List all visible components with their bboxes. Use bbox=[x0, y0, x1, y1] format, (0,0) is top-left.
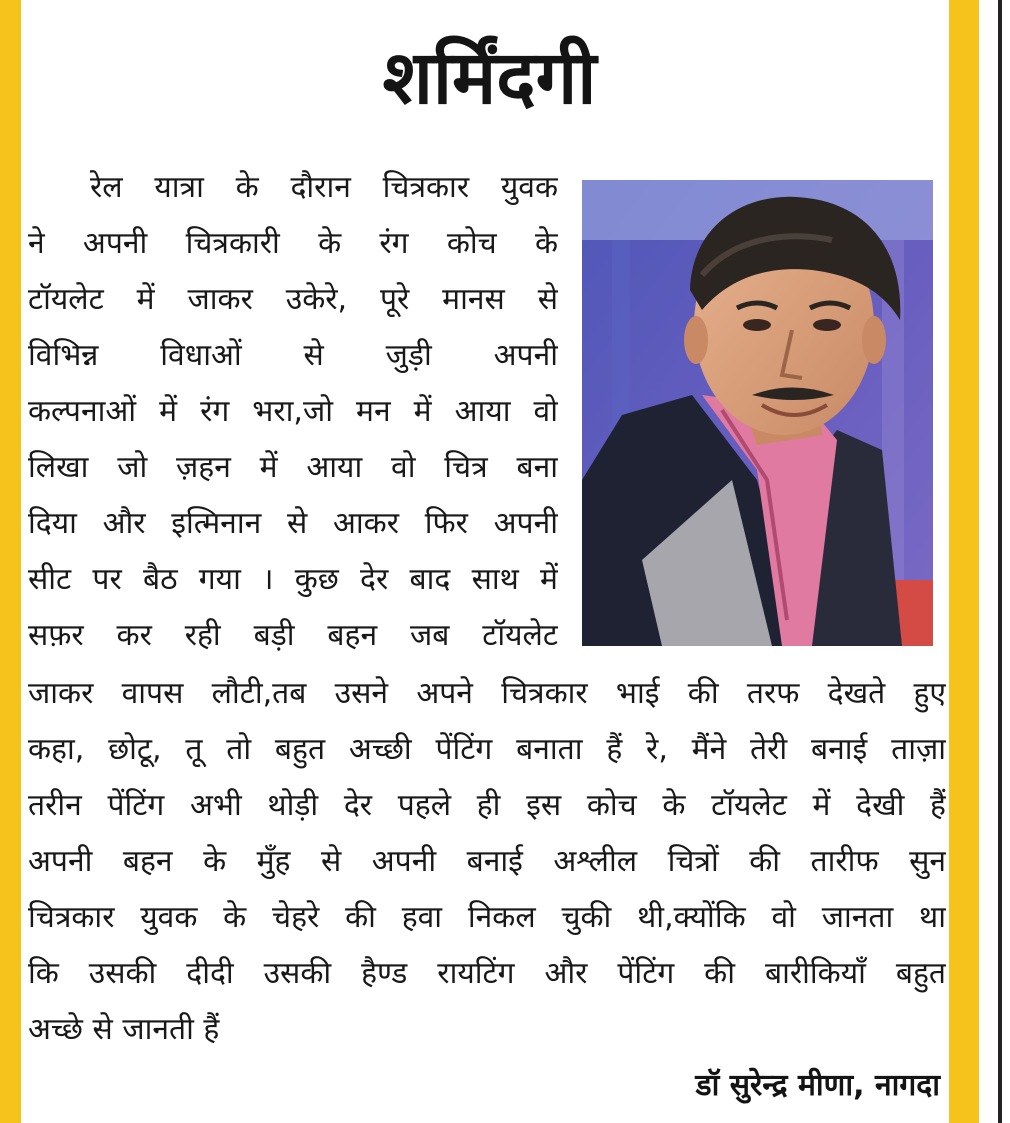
article-line: लिखा जो ज़हन में आया वो चित्र बना bbox=[28, 450, 558, 485]
article-line: टॉयलेट में जाकर उकेरे, पूरे मानस से bbox=[28, 282, 558, 317]
article-line: दिया और इत्मिनान से आकर फिर अपनी bbox=[28, 506, 558, 541]
article-line: जाकर वापस लौटी,तब उसने अपने चित्रकार भाई की तरफ देखते हुए bbox=[28, 676, 946, 711]
article-line: कल्पनाओं में रंग भरा,जो मन में आया वो bbox=[28, 394, 558, 429]
article-line: अपनी बहन के मुँह से अपनी बनाई अश्लील चित्रों की तारीफ सुन bbox=[28, 844, 946, 879]
article-line: रेल यात्रा के दौरान चित्रकार युवक bbox=[90, 170, 558, 205]
right-yellow-border bbox=[949, 0, 979, 1123]
article-line: विभिन्न विधाओं से जुड़ी अपनी bbox=[28, 338, 558, 373]
right-divider-rule bbox=[998, 0, 1002, 1123]
article-line: कि उसकी दीदी उसकी हैण्ड रायटिंग और पेंटिंग की बारीकियाँ बहुत bbox=[28, 956, 946, 991]
article-line: अच्छे से जानती हैं bbox=[28, 1012, 220, 1047]
author-photo bbox=[582, 180, 933, 646]
article-title: शर्मिंदगी bbox=[382, 35, 597, 121]
author-portrait-image bbox=[582, 180, 933, 646]
author-byline: डॉ सुरेन्द्र मीणा, नागदा bbox=[695, 1068, 940, 1103]
article-line: कहा, छोटू, तू तो बहुत अच्छी पेंटिंग बनाता हैं रे, मैंने तेरी बनाई ताज़ा bbox=[28, 732, 946, 767]
article-line: चित्रकार युवक के चेहरे की हवा निकल चुकी थी,क्योंकि वो जानता था bbox=[28, 900, 946, 935]
article-line: तरीन पेंटिंग अभी थोड़ी देर पहले ही इस कोच के टॉयलेट में देखी हैं bbox=[28, 788, 946, 823]
article-line: सीट पर बैठ गया । कुछ देर बाद साथ में bbox=[28, 562, 558, 597]
article-line: ने अपनी चित्रकारी के रंग कोच के bbox=[28, 226, 558, 261]
left-yellow-border bbox=[0, 0, 21, 1123]
article-line: सफ़र कर रही बड़ी बहन जब टॉयलेट bbox=[28, 618, 558, 653]
